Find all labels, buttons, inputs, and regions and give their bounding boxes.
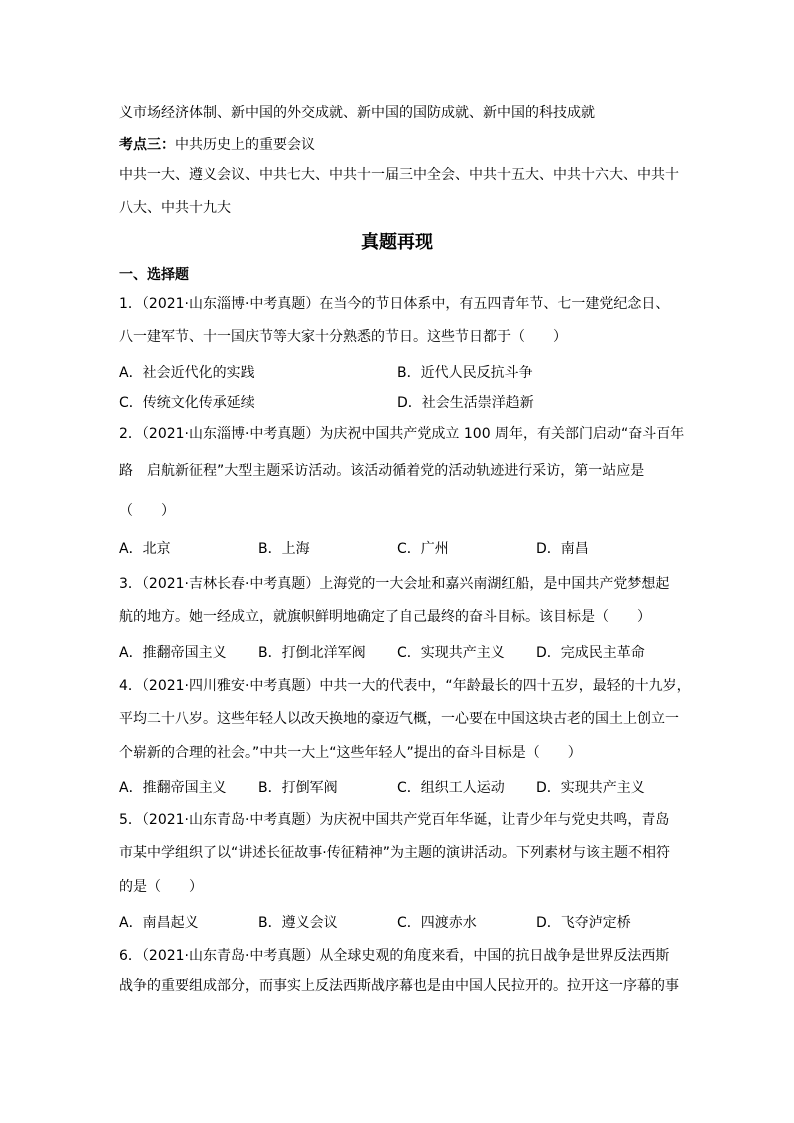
option-a: A．南昌起义 [119,915,199,931]
question-text: 市某中学组织了以“讲述长征故事·传征精神”为主题的演讲活动。下列素材与该主题不相符 [119,845,670,861]
option-a: A．推翻帝国主义 [119,645,227,661]
meetings-line: 中共一大、遵义会议、中共七大、中共十一届三中全会、中共十五大、中共十六大、中共十 [119,167,679,183]
option-d: D．实现共产主义 [536,780,645,796]
part-title: 一、选择题 [119,267,189,283]
section-title: 真题再现 [361,232,433,253]
question-text: （ ） [119,503,175,519]
question-text: 5．（2021·山东青岛·中考真题）为庆祝中国共产党百年华诞，让青少年与党史共鸣，青岛 [119,812,670,828]
question-text: 1．（2021·山东淄博·中考真题）在当今的节日体系中，有五四青年节、七一建党纪念日、 [119,296,670,312]
option-c: C．组织工人运动 [397,780,505,796]
option-b: B．打倒军阀 [258,780,338,796]
option-c: C．传统文化传承延续 [119,395,255,411]
option-b: B．遵义会议 [258,915,338,931]
option-d: D．南昌 [536,541,589,557]
question-text: 3．（2021·吉林长春·中考真题）上海党的一大会址和嘉兴南湖红船，是中国共产党梦想起 [119,576,670,592]
question-text: 个崭新的合理的社会。”中共一大上“这些年轻人”提出的奋斗目标是（ ） [119,745,582,761]
question-text: 的是（ ） [119,879,203,895]
option-d: D．社会生活崇洋趋新 [397,395,534,411]
option-a: A．北京 [119,541,171,557]
intro-line: 义市场经济体制、新中国的外交成就、新中国的国防成就、新中国的科技成就 [119,105,595,121]
option-c: C．实现共产主义 [397,645,505,661]
option-c: C．四渡赤水 [397,915,477,931]
question-text: 航的地方。她一经成立，就旗帜鲜明地确定了自己最终的奋斗目标。该目标是（ ） [119,609,651,625]
question-text: 4．（2021·四川雅安·中考真题）中共一大的代表中，“年龄最长的四十五岁，最轻的十九岁， [119,678,691,694]
meetings-line: 八大、中共十九大 [119,200,231,216]
question-text: 路 启航新征程”大型主题采访活动。该活动循着党的活动轨迹进行采访，第一站应是 [119,463,645,479]
option-b: B．近代人民反抗斗争 [397,365,533,381]
kaodian-3-label: 考点三： [119,137,175,153]
option-b: B．打倒北洋军阀 [258,645,366,661]
option-b: B．上海 [258,541,310,557]
option-d: D．完成民主革命 [536,645,645,661]
option-a: A．社会近代化的实践 [119,365,255,381]
question-text: 2．（2021·山东淄博·中考真题）为庆祝中国共产党成立 100 周年，有关部门启动“奋斗百年 [119,426,685,442]
question-text: 八一建军节、十一国庆节等大家十分熟悉的节日。这些节日都于（ ） [119,329,567,345]
kaodian-3-title: 中共历史上的重要会议 [175,137,315,153]
question-text: 6．（2021·山东青岛·中考真题）从全球史观的角度来看，中国的抗日战争是世界反法西斯 [119,948,670,964]
option-d: D．飞夺泸定桥 [536,915,631,931]
question-text: 战争的重要组成部分，而事实上反法西斯战序幕也是由中国人民拉开的。拉开这一序幕的事 [119,978,679,994]
question-text: 平均二十八岁。这些年轻人以改天换地的豪迈气概，一心要在中国这块古老的国土上创立一 [119,711,679,727]
option-c: C．广州 [397,541,449,557]
kaodian-3-heading [119,136,315,154]
option-a: A．推翻帝国主义 [119,780,227,796]
